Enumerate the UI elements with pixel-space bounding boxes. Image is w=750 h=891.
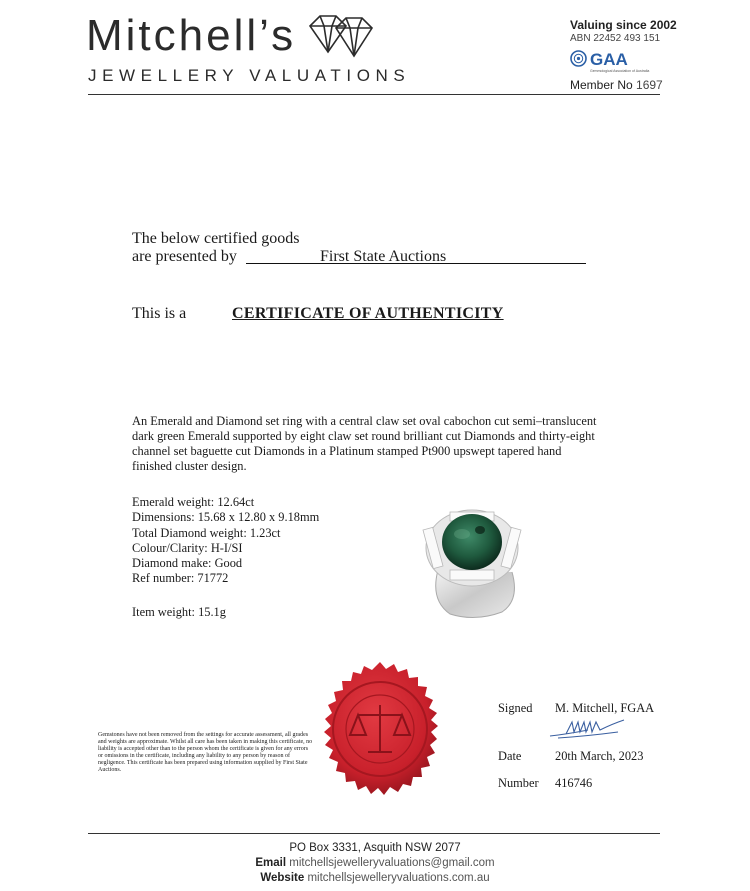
signed-label: Signed bbox=[498, 701, 533, 715]
specs-list bbox=[132, 495, 319, 587]
colour-clarity: Colour/Clarity: H-I/SI bbox=[132, 540, 243, 555]
certificate-title: CERTIFICATE OF AUTHENTICITY bbox=[232, 305, 504, 322]
gaa-logo-text: GAA bbox=[590, 50, 628, 69]
gaa-subtitle: Gemmological Association of Australia bbox=[590, 69, 650, 73]
valuing-since: Valuing since 2002 bbox=[570, 18, 677, 32]
ring-photo bbox=[420, 490, 525, 620]
po-box: PO Box 3331, Asquith NSW 2077 bbox=[289, 842, 461, 854]
signed-value: M. Mitchell, FGAA bbox=[555, 701, 655, 715]
email-line bbox=[0, 857, 750, 869]
website-label: Website bbox=[260, 872, 305, 884]
emerald-weight: Emerald weight: 12.64ct bbox=[132, 495, 255, 509]
this-is-label: This is a bbox=[132, 305, 187, 322]
dimensions: Dimensions: 15.68 x 12.80 x 9.18mm bbox=[132, 510, 320, 525]
red-wax-seal bbox=[310, 660, 450, 800]
item-description: An Emerald and Diamond set ring with a central claw set oval cabochon cut semi–translucent dark green Emerald supported by eight claw set round brilliant cut Diamonds and thirty-eight channel set baguette cut Diamonds in a Platinum stamped Pt900 upswept tapered hand finished cluster design. bbox=[132, 414, 597, 473]
gaa-emblem-icon bbox=[570, 50, 587, 67]
member-number bbox=[570, 78, 663, 92]
email-address[interactable]: mitchellsjewelleryvaluations@gmail.com bbox=[289, 857, 495, 869]
diamond-logo-icon bbox=[306, 12, 376, 62]
email-label: Email bbox=[255, 857, 287, 869]
presenter-name: First State Auctions bbox=[320, 248, 447, 265]
certified-goods-text: The below certified goods bbox=[132, 230, 300, 247]
signature-scribble bbox=[548, 718, 638, 740]
date-label: Date bbox=[498, 749, 522, 763]
abn-number: ABN 22452 493 151 bbox=[570, 33, 661, 44]
member-label: Member No bbox=[570, 78, 633, 92]
diamond-make: Diamond make: Good bbox=[132, 556, 243, 571]
number-value: 416746 bbox=[555, 776, 593, 790]
header-divider bbox=[88, 94, 660, 95]
date-value: 20th March, 2023 bbox=[555, 749, 644, 763]
diamond-weight: Total Diamond weight: 1.23ct bbox=[132, 525, 281, 540]
disclaimer-text: Gemstones have not been removed from the settings for accurate assessment, all grades and weights are approximate. Whilst all care has been taken in making this certificate, no liability is accepted other than to the person whom the certificate is given for any errors or omissions in the certificate, including any liability to any person by reason of negligence. This certificate has been prepared using information supplied by First State Auctions. bbox=[98, 732, 313, 774]
website-line bbox=[0, 872, 750, 884]
item-weight: Item weight: 15.1g bbox=[132, 605, 226, 619]
website-url[interactable]: mitchellsjewelleryvaluations.com.au bbox=[307, 872, 490, 884]
member-value: 1697 bbox=[636, 78, 663, 92]
number-label: Number bbox=[498, 776, 539, 790]
presented-by-label: are presented by bbox=[132, 248, 237, 265]
tagline: JEWELLERY VALUATIONS bbox=[88, 66, 411, 85]
brand-name: Mitchell’s bbox=[86, 11, 297, 60]
footer-divider bbox=[88, 833, 660, 834]
ref-number: Ref number: 71772 bbox=[132, 571, 229, 586]
